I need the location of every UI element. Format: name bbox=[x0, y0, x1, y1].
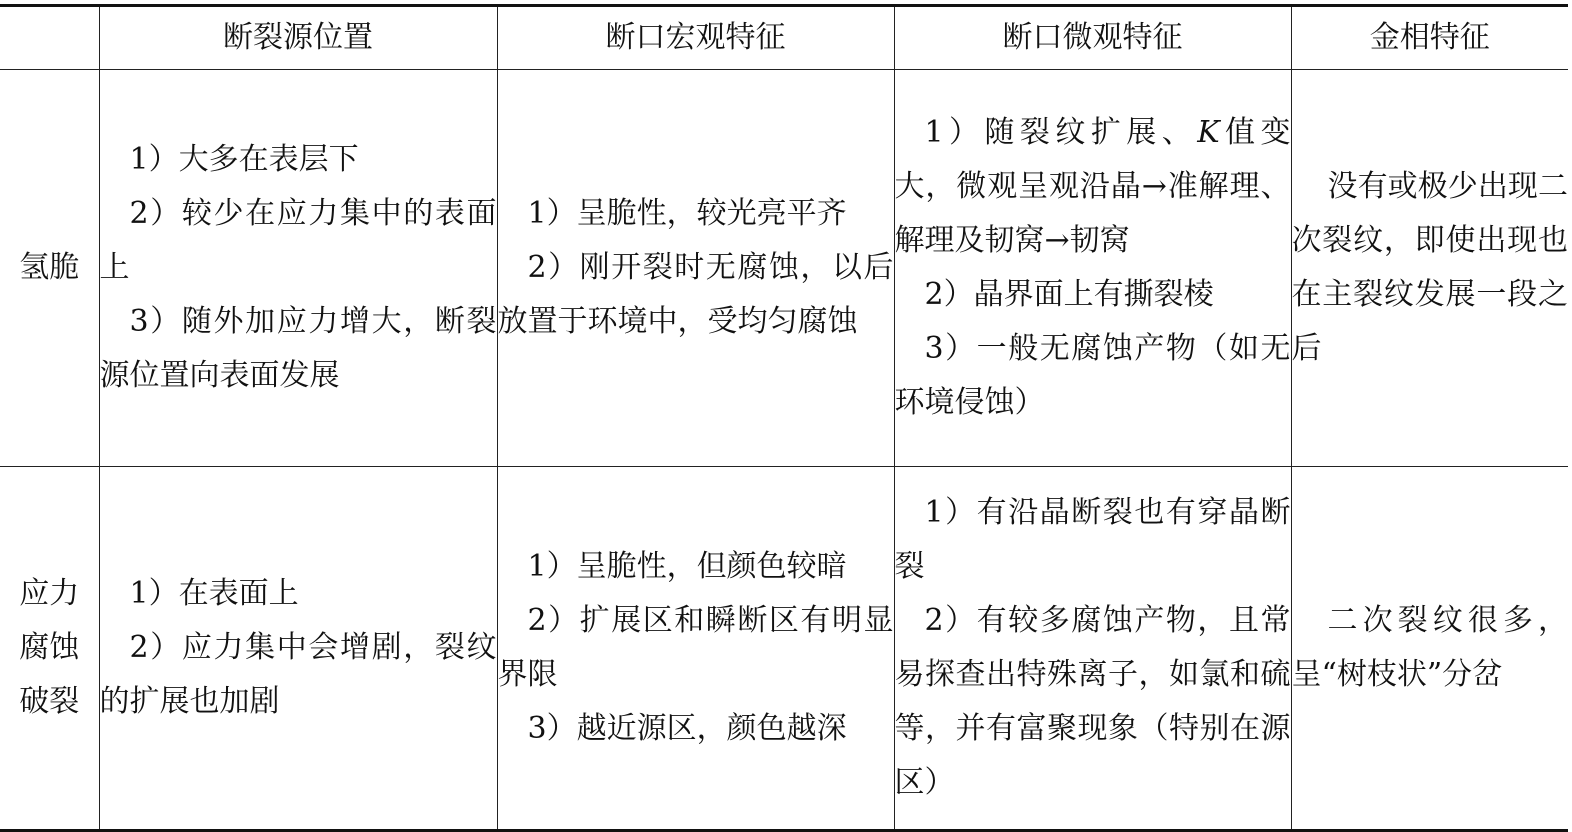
list-item: 3）一般无腐蚀产物（如无环境侵蚀） bbox=[894, 331, 1291, 420]
list-item: 3）随外加应力增大，断裂源位置向表面发展 bbox=[99, 304, 497, 393]
list-item: 1）在表面上 bbox=[129, 576, 299, 611]
cell-metallography: 二次裂纹很多，呈“树枝状”分岔 bbox=[1291, 467, 1568, 831]
list-item: 2）扩展区和瞬断区有明显界限 bbox=[497, 603, 894, 692]
list-item: 1）呈脆性，较光亮平齐 bbox=[527, 196, 847, 231]
cell-macro bbox=[497, 70, 894, 467]
cell-metallography: 没有或极少出现二次裂纹，即使出现也在主裂纹发展一段之后 bbox=[1291, 70, 1568, 467]
cell-micro bbox=[894, 70, 1291, 467]
label-line: 应力 bbox=[19, 576, 80, 611]
header-metallographic-features: 金相特征 bbox=[1291, 6, 1568, 70]
label-line: 腐蚀 bbox=[19, 630, 80, 665]
cell-micro bbox=[894, 467, 1291, 831]
fracture-comparison-table bbox=[0, 4, 1568, 832]
text-segment: 值变大，微观呈观沿晶→准解理、解理及韧窝→韧窝 bbox=[894, 115, 1291, 258]
label-line: 破裂 bbox=[19, 684, 80, 719]
table-row bbox=[0, 70, 1568, 467]
header-macro-features: 断口宏观特征 bbox=[497, 6, 894, 70]
header-row bbox=[0, 6, 1568, 70]
list-item: 1）有沿晶断裂也有穿晶断裂 bbox=[894, 495, 1291, 584]
list-item: 2）刚开裂时无腐蚀，以后放置于环境中，受均匀腐蚀 bbox=[497, 250, 894, 339]
header-blank-cell bbox=[0, 6, 99, 70]
row-label-stress-corrosion-cracking bbox=[0, 467, 99, 831]
list-item: 2）晶界面上有撕裂棱 bbox=[924, 277, 1214, 312]
cell-location bbox=[99, 467, 497, 831]
list-item: 3）越近源区，颜色越深 bbox=[527, 711, 847, 746]
k-symbol: K bbox=[1197, 115, 1220, 150]
list-item: 2）较少在应力集中的表面上 bbox=[99, 196, 497, 285]
list-item: 2）应力集中会增剧，裂纹的扩展也加剧 bbox=[99, 630, 497, 719]
header-micro-features: 断口微观特征 bbox=[894, 6, 1291, 70]
list-item bbox=[895, 106, 1291, 268]
table-row bbox=[0, 467, 1568, 831]
row-label-hydrogen-embrittlement: 氢脆 bbox=[0, 70, 99, 467]
header-fracture-source-location: 断裂源位置 bbox=[99, 6, 497, 70]
cell-macro bbox=[497, 467, 894, 831]
cell-location bbox=[99, 70, 497, 467]
text-segment: 1）随裂纹扩展、 bbox=[924, 115, 1198, 150]
list-item: 1）大多在表层下 bbox=[129, 142, 359, 177]
list-item: 1）呈脆性，但颜色较暗 bbox=[527, 549, 847, 584]
list-item: 2）有较多腐蚀产物，且常易探查出特殊离子，如氯和硫等，并有富聚现象（特别在源区） bbox=[894, 603, 1291, 800]
